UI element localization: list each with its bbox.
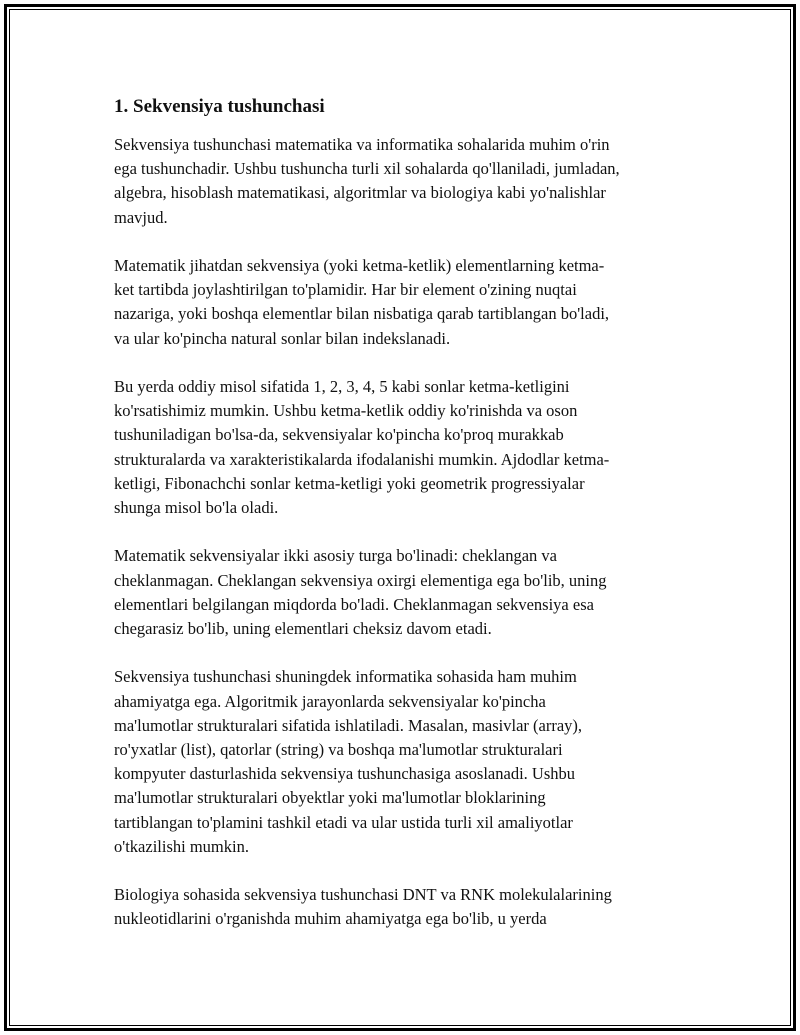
text-line: algebra, hisoblash matematikasi, algoritmlar va biologiya kabi yo'nalishlar [114, 183, 606, 203]
text-line: Matematik jihatdan sekvensiya (yoki ketma-ketlik) elementlarning ketma- [114, 256, 605, 275]
text-line: Sekvensiya tushunchasi matematika va informatika sohalarida muhim o'rin [114, 135, 610, 154]
text-line: ket tartibda joylashtirilgan to'plamidir. Har bir element o'zining nuqtai [114, 280, 577, 300]
text-line: tushuniladigan bo'lsa-da, sekvensiyalar ko'pincha ko'proq murakkab [114, 425, 564, 445]
text-line: ma'lumotlar strukturalari sifatida ishlatiladi. Masalan, masivlar (array), [114, 715, 583, 735]
paragraph-4 [114, 544, 694, 641]
text-line: ketligi, Fibonachchi sonlar ketma-ketligi yoki geometrik progressiyalar [114, 473, 585, 493]
text-line: shunga misol bo'la oladi. [114, 498, 279, 518]
text-line: va ular ko'pincha natural sonlar bilan indekslanadi. [114, 328, 451, 348]
text-line: Matematik sekvensiyalar ikki asosiy turga bo'linadi: cheklangan va [114, 546, 558, 566]
paragraph-2 [114, 254, 694, 351]
text-line: chegarasiz bo'lib, uning elementlari cheksiz davom etadi. [114, 619, 492, 639]
text-line: o'tkazilishi mumkin. [114, 836, 249, 856]
text-line: cheklanmagan. Cheklangan sekvensiya oxirgi elementiga ega bo'lib, uning [114, 570, 607, 590]
text-line: tartiblangan to'plamini tashkil etadi va ular ustida turli xil amaliyotlar [114, 812, 573, 832]
text-line: ro'yxatlar (list), qatorlar (string) va boshqa ma'lumotlar strukturalari [114, 740, 563, 760]
text-line: nukleotidlarini o'rganishda muhim ahamiyatga ega bo'lib, u yerda [114, 909, 547, 929]
text-line: ega tushunchadir. Ushbu tushuncha turli xil sohalarda qo'llaniladi, jumladan, [114, 159, 620, 179]
text-line: ko'rsatishimiz mumkin. Ushbu ketma-ketlik oddiy ko'rinishda va oson [114, 401, 578, 421]
paragraph-3 [114, 375, 694, 520]
document-body [114, 94, 694, 956]
paragraph-5 [114, 665, 694, 859]
text-line: kompyuter dasturlashida sekvensiya tushunchasiga asoslanadi. Ushbu [114, 764, 575, 784]
text-line: Sekvensiya tushunchasi shuningdek informatika sohasida ham muhim [114, 667, 577, 687]
text-line: elementlari belgilangan miqdorda bo'ladi. Cheklanmagan sekvensiya esa [114, 594, 594, 614]
text-line: Biologiya sohasida sekvensiya tushunchasi DNT va RNK molekulalarining [114, 885, 612, 905]
text-line: ahamiyatga ega. Algoritmik jarayonlarda sekvensiyalar ko'pincha [114, 691, 546, 711]
paragraph-1 [114, 133, 694, 230]
text-line: nazariga, yoki boshqa elementlar bilan nisbatiga qarab tartiblangan bo'ladi, [114, 304, 610, 324]
text-line: mavjud. [114, 207, 168, 227]
paragraph-6 [114, 883, 694, 931]
text-line: Bu yerda oddiy misol sifatida 1, 2, 3, 4, 5 kabi sonlar ketma-ketligini [114, 377, 570, 396]
text-line: strukturalarda va xarakteristikalarda ifodalanishi mumkin. Ajdodlar ketma- [114, 449, 610, 469]
section-heading: 1. Sekvensiya tushunchasi [114, 96, 325, 117]
text-line: ma'lumotlar strukturalari obyektlar yoki ma'lumotlar bloklarining [114, 788, 546, 808]
